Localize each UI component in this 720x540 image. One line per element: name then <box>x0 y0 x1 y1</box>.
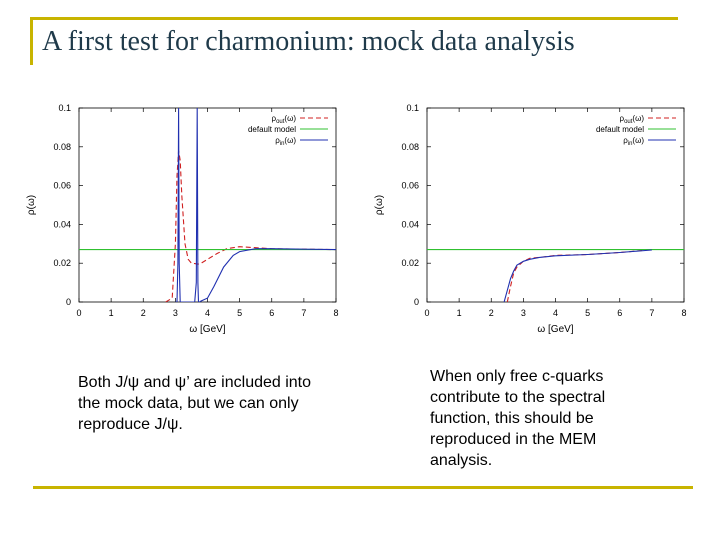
x-tick-label: 5 <box>585 308 591 318</box>
y-tick-label: 0.1 <box>406 103 419 113</box>
y-tick-label: 0.04 <box>401 219 419 230</box>
x-tick-label: 8 <box>681 308 687 318</box>
x-tick-label: 4 <box>204 308 211 318</box>
y-tick-label: 0.1 <box>58 103 71 113</box>
series-line-2 <box>175 108 336 302</box>
plot-frame <box>427 108 684 302</box>
x-tick-label: 3 <box>172 308 178 318</box>
y-tick-label: 0 <box>65 297 71 307</box>
chart-right <box>360 98 690 348</box>
y-axis-label: ρ(ω) <box>374 194 385 216</box>
chart-svg <box>12 98 342 343</box>
legend-label: default model <box>595 125 644 134</box>
x-tick-label: 7 <box>301 308 307 318</box>
series-group <box>427 250 684 302</box>
x-tick-label: 6 <box>269 308 275 318</box>
x-tick-label: 1 <box>456 308 462 318</box>
legend-label: default model <box>247 125 296 134</box>
y-tick-label: 0 <box>413 297 419 307</box>
y-tick-label: 0.02 <box>401 258 419 269</box>
y-tick-label: 0.06 <box>401 180 419 191</box>
plot-frame <box>79 108 336 302</box>
bottom-accent-line <box>33 486 693 489</box>
x-tick-label: 1 <box>108 308 114 318</box>
x-tick-label: 8 <box>333 308 339 318</box>
slide-title: A first test for charmonium: mock data analysis <box>42 26 575 57</box>
x-tick-label: 5 <box>237 308 243 318</box>
x-tick-label: 7 <box>649 308 655 318</box>
y-tick-label: 0.04 <box>53 219 71 230</box>
caption-left: Both J/ψ and ψ’ are included into the mock data, but we can only reproduce J/ψ. <box>78 374 312 433</box>
series-line-0 <box>507 250 652 302</box>
legend-label: $\rho_{in}(\omega)$ <box>275 136 296 147</box>
series-line-0 <box>166 151 336 302</box>
legend-label: $\rho_{out}(\omega)$ <box>271 114 296 125</box>
x-tick-label: 0 <box>424 308 430 318</box>
x-tick-label: 6 <box>617 308 623 318</box>
caption-right: When only free c-quarks contribute to the spectral function, this should be reproduced in the MEM analysis. <box>430 368 606 469</box>
chart-left <box>12 98 342 348</box>
x-tick-label: 3 <box>520 308 526 318</box>
series-group <box>79 108 336 302</box>
y-tick-label: 0.08 <box>401 141 419 152</box>
x-tick-label: 4 <box>552 308 559 318</box>
top-accent-line <box>30 17 678 20</box>
y-tick-label: 0.06 <box>53 180 71 191</box>
y-tick-label: 0.08 <box>53 141 71 152</box>
x-axis-label: ω [GeV] <box>189 324 226 335</box>
legend-label: $\rho_{out}(\omega)$ <box>619 114 644 125</box>
chart-svg <box>360 98 690 343</box>
x-tick-label: 0 <box>76 308 82 318</box>
y-tick-label: 0.02 <box>53 258 71 269</box>
legend-label: $\rho_{in}(\omega)$ <box>623 136 644 147</box>
x-tick-label: 2 <box>488 308 494 318</box>
x-axis-label: ω [GeV] <box>537 324 574 335</box>
series-line-2 <box>504 250 652 302</box>
left-accent-line <box>30 17 33 65</box>
y-axis-label: ρ(ω) <box>26 194 37 216</box>
x-tick-label: 2 <box>140 308 146 318</box>
